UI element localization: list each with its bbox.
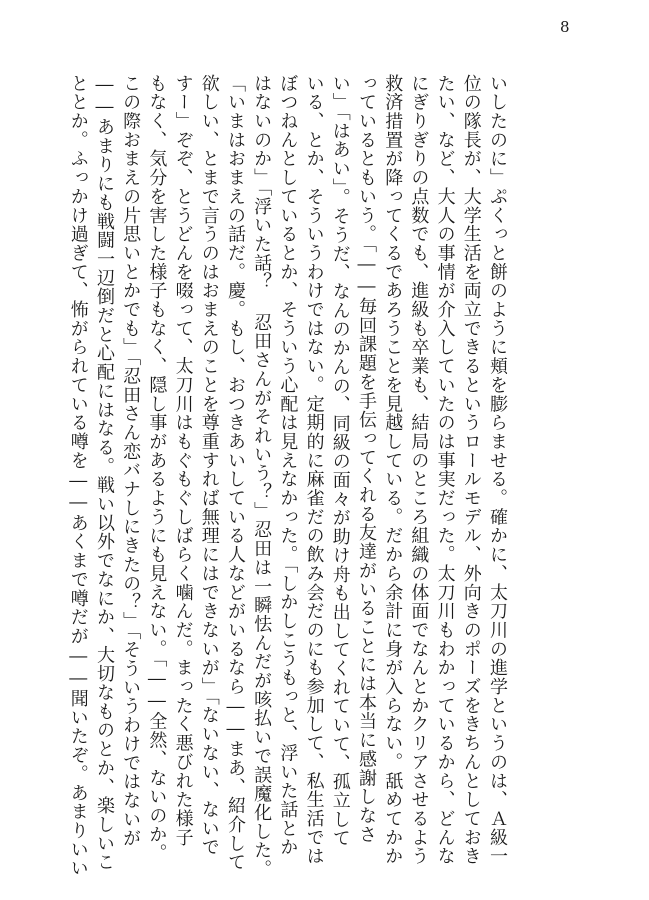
text-line: すー」ぞぞ、とうどんを啜って、太刀川はもぐもぐしばらく噛んだ。まったく悪びれた様子 — [172, 74, 194, 847]
text-line: っているともいう。「――毎回課題を手伝ってくれる友達がいることには本当に感謝しなさ — [355, 74, 377, 844]
text-line: ぼつねんとしているとか、そういう心配は見えなかった。「しかしこうもっと、浮いた話とか — [277, 74, 299, 857]
text-line: い」「はあい」。そうだ、なんのかんの、同級の面々が助け舟も出してくれていて、孤立して — [329, 74, 351, 848]
text-line: 救済措置が降ってくるであろうことを見越している。だから余計に身が入らない。舐めてかか — [382, 74, 404, 866]
text-line: たい、など、大人の事情が介入していたのは事実だった。太刀川もわかっているから、どんな — [434, 74, 456, 866]
text-line: いる、とか、そういうわけではない。定期的に麻雀だの飲み会だのにも参加して、私生活では — [303, 74, 325, 866]
text-line: 欲しい、とまで言うのはおまえのことを尊重すれば無理にはできないが」「ないない、ないで — [198, 74, 220, 857]
text-line: 位の隊長が、大学生活を両立できるというロールモデル、外向きのポーズをきちんとしておき — [460, 74, 482, 866]
text-line: いしたのに」ぷくっと餅のように頬を膨らませる。確かに、太刀川の進学というのは、Ａ級一 — [487, 74, 508, 866]
text-line: ――あまりにも戦闘一辺倒だと心配にはなる。戦い以外でなにか、大切なものとか、楽しいこ — [93, 74, 115, 872]
text-line: この際おまえの片思いとかでも」「忍田さん恋バナしにきたの？」「そういうわけではないが — [120, 74, 142, 848]
vertical-body-text — [67, 74, 510, 879]
text-line: もなく、気分を害した様子もなく、隠し事があるようにも見えない。「――全然、ないのか。 — [146, 74, 168, 863]
text-line: はないのか」「浮いた話？ 忍田さんがそれいう？」忍田は一瞬怯んだが咳払いで誤魔化した。 — [251, 74, 273, 879]
page-number: 8 — [560, 18, 570, 36]
text-line: 「いまはおまえの話だ。慶。もし、おつきあいしている人などがいるなら――まあ、紹介して — [224, 74, 246, 872]
text-line: ととか。ふっかけ過ぎて、怖がられている噂を――あくまで噂だが――聞いたぞ。あまりいい — [67, 74, 89, 878]
text-line: にぎりぎりの点数でも、進級も卒業も、結局のところ組織の体面でなんとかクリアさせるよう — [408, 74, 430, 866]
